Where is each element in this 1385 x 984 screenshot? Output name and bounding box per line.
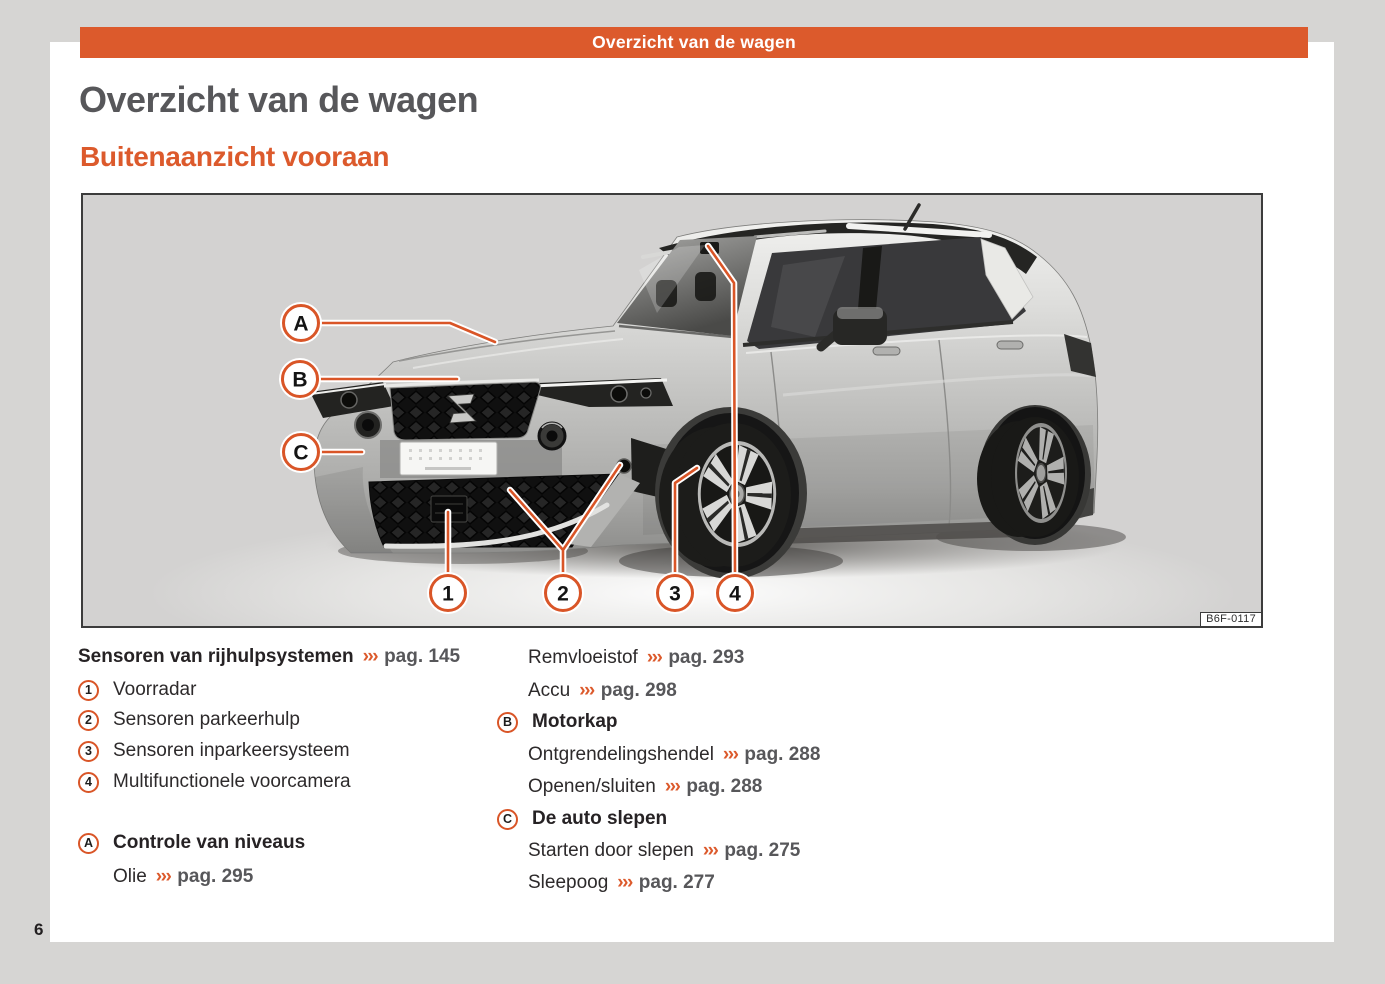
ref-arrow: ››› xyxy=(362,646,378,667)
page-reference: pag. 275 xyxy=(724,840,801,861)
page-reference: pag. 145 xyxy=(384,646,461,667)
ref-arrow: ››› xyxy=(722,744,738,765)
item-number-badge: 4 xyxy=(78,772,99,793)
legend-subitem-openen-sluiten xyxy=(528,774,762,800)
chapter-header-title: Overzicht van de wagen xyxy=(592,32,796,52)
legend-left-heading xyxy=(78,644,460,670)
item-number-badge: 1 xyxy=(78,680,99,701)
page-reference: pag. 293 xyxy=(668,647,745,668)
section-title: Controle van niveaus xyxy=(113,832,306,853)
item-label: Openen/sluiten xyxy=(528,776,656,797)
callout-A xyxy=(280,302,322,344)
ref-arrow: ››› xyxy=(646,647,662,668)
item-label: Sleepoog xyxy=(528,872,609,893)
callout-label: 1 xyxy=(442,582,454,606)
callout-4 xyxy=(714,572,756,614)
manual-page xyxy=(50,32,1334,942)
legend-item-1 xyxy=(78,677,196,703)
vehicle-figure xyxy=(81,193,1263,628)
item-label: Olie xyxy=(113,866,147,887)
section-letter-badge: C xyxy=(497,809,518,830)
page-reference: pag. 298 xyxy=(600,680,677,701)
legend-heading-label: Sensoren van rijhulpsystemen xyxy=(78,646,354,667)
ref-arrow: ››› xyxy=(664,776,680,797)
ref-arrow: ››› xyxy=(155,866,171,887)
car-front-exterior-illustration xyxy=(83,195,1261,626)
callout-label: 2 xyxy=(557,582,569,606)
page-number: 6 xyxy=(34,920,44,939)
item-label: Ontgrendelingshendel xyxy=(528,744,714,765)
callout-B xyxy=(279,358,321,400)
legend-section-A xyxy=(78,830,305,856)
item-label: Sensoren parkeerhulp xyxy=(113,709,300,730)
section-title: De auto slepen xyxy=(532,808,668,829)
callout-3 xyxy=(654,572,696,614)
door-handle xyxy=(997,341,1023,349)
legend-subitem-olie xyxy=(113,864,253,890)
ref-arrow: ››› xyxy=(617,872,632,893)
callout-2 xyxy=(542,572,584,614)
ref-arrow: ››› xyxy=(702,840,718,861)
section-title: Motorkap xyxy=(532,711,618,732)
page-reference: pag. 288 xyxy=(686,776,763,797)
section-letter-badge: A xyxy=(78,833,99,854)
legend-section-C xyxy=(497,806,667,832)
page-title: Overzicht van de wagen xyxy=(79,79,479,120)
callout-label: C xyxy=(293,441,309,465)
callout-label: 3 xyxy=(669,582,681,606)
callout-1 xyxy=(427,572,469,614)
callout-label: 4 xyxy=(729,582,741,606)
page-reference: pag. 288 xyxy=(744,744,821,765)
legend-item-3 xyxy=(78,738,350,764)
ref-arrow: ››› xyxy=(579,680,594,701)
callout-label: A xyxy=(293,312,309,336)
section-letter-badge: B xyxy=(497,712,518,733)
figure-reference-code: B6F-0117 xyxy=(1200,612,1261,626)
item-label: Sensoren inparkeersysteem xyxy=(113,740,350,761)
legend-item-remvloeistof xyxy=(528,645,744,671)
legend-subitem-starten-door-slepen xyxy=(528,838,800,864)
item-label: Accu xyxy=(528,680,571,701)
item-number-badge: 3 xyxy=(78,741,99,762)
chapter-header-bar xyxy=(80,27,1308,58)
legend-section-B xyxy=(497,709,618,735)
item-label: Multifunctionele voorcamera xyxy=(113,771,351,792)
item-number-badge: 2 xyxy=(78,710,99,731)
legend-item-accu xyxy=(528,678,677,704)
item-label: Voorradar xyxy=(113,679,197,700)
page-reference: pag. 277 xyxy=(638,872,715,893)
callout-label: B xyxy=(292,368,308,392)
section-subtitle: Buitenaanzicht vooraan xyxy=(80,141,390,172)
legend-subitem-ontgrendelingshendel xyxy=(528,742,820,768)
legend-item-4 xyxy=(78,769,351,795)
callout-C xyxy=(280,431,322,473)
item-label: Starten door slepen xyxy=(528,840,694,861)
page-reference: pag. 295 xyxy=(177,866,254,887)
door-handle xyxy=(873,347,900,355)
front-grille xyxy=(384,380,540,440)
legend-item-2 xyxy=(78,707,300,733)
legend-subitem-sleepoog xyxy=(528,870,715,896)
item-label: Remvloeistof xyxy=(528,647,638,668)
license-plate xyxy=(400,442,497,475)
